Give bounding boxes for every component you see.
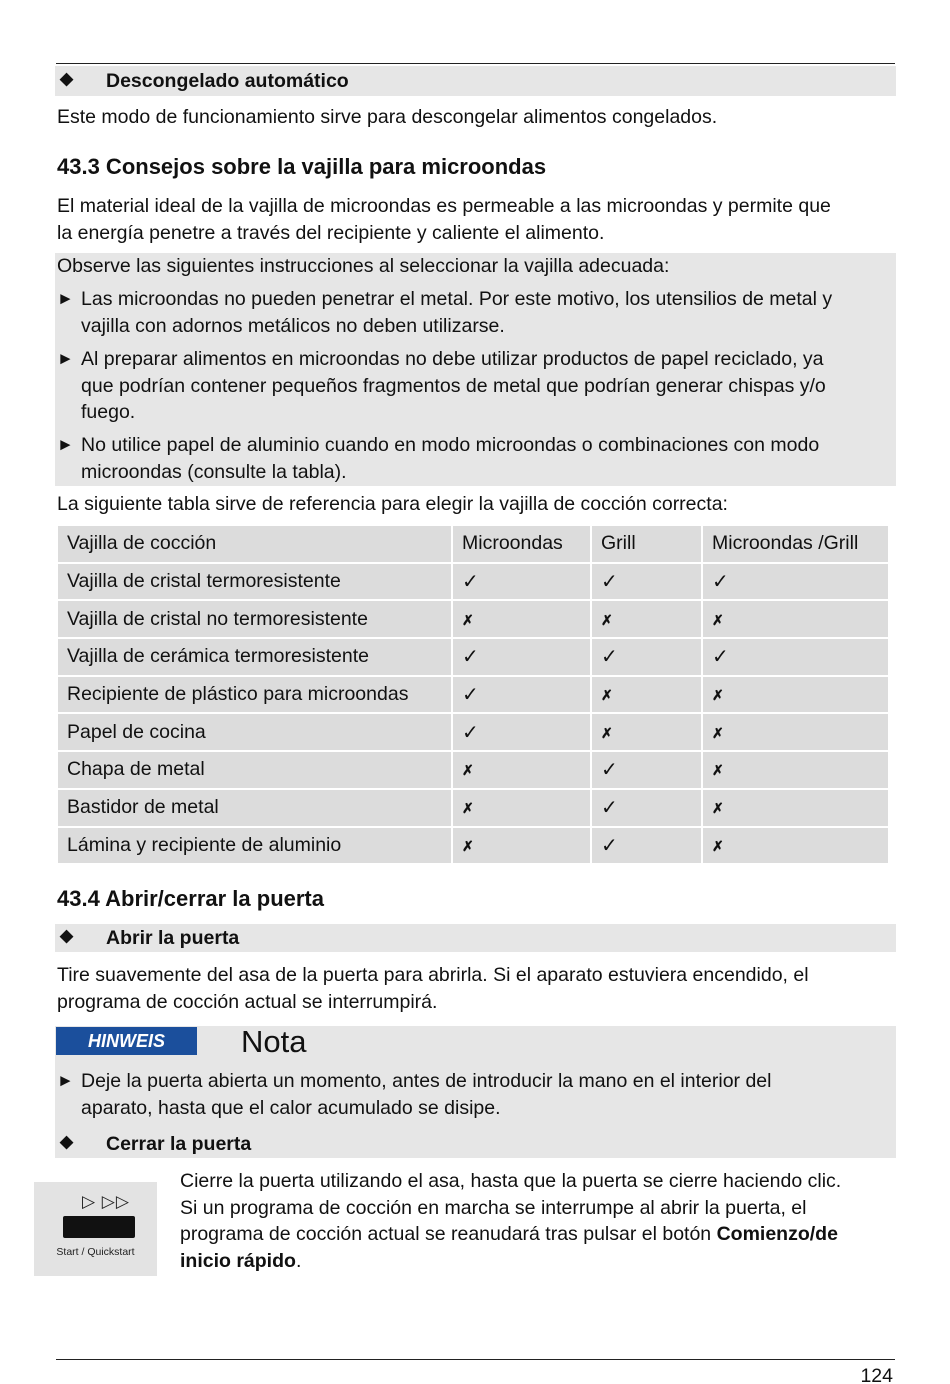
- diamond-bullet-icon: ◆: [60, 926, 74, 945]
- check-icon: [591, 789, 702, 827]
- check-icon: [452, 638, 591, 676]
- check-icon: [591, 751, 702, 789]
- panel-label: Start / Quickstart: [56, 1246, 135, 1258]
- check-mark: ✓: [601, 834, 618, 857]
- row-label: Papel de cocina: [57, 713, 452, 751]
- table-row: [57, 638, 889, 676]
- check-icon: [591, 827, 702, 865]
- cross-icon: [591, 600, 702, 638]
- check-icon: [591, 563, 702, 601]
- check-mark: ✓: [601, 797, 618, 820]
- intro-line-2: la energía penetre a través del recipiente y caliente el alimento.: [57, 221, 605, 244]
- table-row: [57, 789, 889, 827]
- cross-mark: ✗: [712, 837, 724, 854]
- check-mark: ✓: [601, 571, 618, 594]
- check-icon: [452, 713, 591, 751]
- nota-title: Nota: [241, 1024, 307, 1059]
- cross-mark: ✗: [462, 800, 474, 817]
- defrost-text: Este modo de funcionamiento sirve para descongelar alimentos congelados.: [57, 106, 718, 128]
- defrost-heading: Descongelado automático: [106, 70, 349, 92]
- check-icon: [702, 638, 889, 676]
- diamond-bullet-icon: ◆: [60, 1132, 74, 1151]
- header-microwave-grill: Microondas /Grill: [702, 525, 889, 563]
- triangle-right-icon: ►: [57, 349, 74, 368]
- check-icon: [452, 563, 591, 601]
- check-mark: ✓: [462, 721, 479, 744]
- check-mark: ✓: [462, 646, 479, 669]
- cross-icon: [702, 789, 889, 827]
- header-grill: Grill: [591, 525, 702, 563]
- cross-icon: [452, 600, 591, 638]
- table-row: [57, 827, 889, 865]
- cross-icon: [702, 713, 889, 751]
- cross-icon: [452, 751, 591, 789]
- cross-mark: ✗: [712, 611, 724, 628]
- cross-mark: ✗: [712, 762, 724, 779]
- row-label: Lámina y recipiente de aluminio: [57, 827, 452, 865]
- bullet-2-line-1: Al preparar alimentos en microondas no debe utilizar productos de papel reciclado, ya: [81, 348, 824, 370]
- check-mark: ✓: [712, 571, 729, 594]
- table-row: [57, 600, 889, 638]
- open-line-2: programa de cocción actual se interrumpirá.: [57, 990, 438, 1013]
- bullet-2-line-3: fuego.: [81, 401, 136, 423]
- intro-line-1: El material ideal de la vajilla de microondas es permeable a las microondas y permite que: [57, 195, 831, 217]
- page-number: 124: [860, 1365, 893, 1384]
- cross-mark: ✗: [462, 837, 474, 854]
- close-door-heading-bar: [55, 1130, 896, 1158]
- close-bold-1: Comienzo/de: [716, 1223, 838, 1245]
- cross-icon: [452, 789, 591, 827]
- close-line-3-text: programa de cocción actual se reanudará tras pulsar el botón: [180, 1223, 717, 1245]
- close-end: .: [295, 1249, 302, 1272]
- hinweis-badge: HINWEIS: [56, 1027, 197, 1055]
- check-icon: [452, 676, 591, 714]
- table-header-row: [57, 525, 889, 563]
- cross-mark: ✗: [712, 800, 724, 817]
- check-mark: ✓: [462, 571, 479, 594]
- triangle-right-icon: ►: [57, 1071, 74, 1090]
- check-icon: [702, 563, 889, 601]
- table-row: [57, 751, 889, 789]
- cross-mark: ✗: [601, 611, 613, 628]
- bullet-3-line-1: No utilice papel de aluminio cuando en modo microondas o combinaciones con modo: [81, 434, 820, 456]
- close-line-4: [180, 1248, 841, 1275]
- row-label: Vajilla de cerámica termoresistente: [57, 638, 452, 676]
- check-mark: ✓: [601, 646, 618, 669]
- section-434-title: 43.4 Abrir/cerrar la puerta: [57, 886, 324, 911]
- check-icon: [591, 638, 702, 676]
- note-bullet-line-2: aparato, hasta que el calor acumulado se disipe.: [81, 1096, 501, 1119]
- cross-mark: ✗: [462, 762, 474, 779]
- top-rule: [56, 63, 895, 64]
- open-line-1: Tire suavemente del asa de la puerta para abrirla. Si el aparato estuviera encendido, el: [57, 964, 809, 986]
- play-fastforward-icon: ▷ ▷▷: [82, 1192, 130, 1211]
- bullet-1-line-1: Las microondas no pueden penetrar el metal. Por este motivo, los utensilios de metal y: [81, 288, 833, 310]
- cross-mark: ✗: [601, 687, 613, 704]
- cookware-table: [56, 524, 890, 865]
- header-cookware: Vajilla de cocción: [57, 525, 452, 563]
- cross-mark: ✗: [601, 724, 613, 741]
- bullet-3-line-2: microondas (consulte la tabla).: [81, 460, 347, 483]
- cross-icon: [591, 676, 702, 714]
- bullet-2-line-2: que podrían contener pequeños fragmentos de metal que podrían generar chispas y/o: [81, 374, 826, 397]
- close-line-1: Cierre la puerta utilizando el asa, hasta que la puerta se cierre haciendo clic.: [180, 1170, 842, 1192]
- bottom-rule: [56, 1359, 895, 1360]
- row-label: Vajilla de cristal termoresistente: [57, 563, 452, 601]
- table-row: [57, 676, 889, 714]
- start-quickstart-panel: [34, 1182, 157, 1276]
- cross-mark: ✗: [462, 611, 474, 628]
- check-mark: ✓: [601, 759, 618, 782]
- start-button-illustration: [63, 1216, 135, 1238]
- cross-icon: [591, 713, 702, 751]
- observe-text: Observe las siguientes instrucciones al seleccionar la vajilla adecuada:: [57, 255, 670, 277]
- table-row: [57, 713, 889, 751]
- cross-icon: [702, 676, 889, 714]
- cross-icon: [452, 827, 591, 865]
- open-door-heading: Abrir la puerta: [106, 927, 240, 949]
- triangle-right-icon: ►: [57, 289, 74, 308]
- cross-mark: ✗: [712, 687, 724, 704]
- cross-icon: [702, 827, 889, 865]
- section-433-title: 43.3 Consejos sobre la vajilla para microondas: [57, 154, 547, 179]
- cross-icon: [702, 751, 889, 789]
- close-door-heading: Cerrar la puerta: [106, 1133, 252, 1155]
- diamond-bullet-icon: ◆: [60, 69, 74, 88]
- check-mark: ✓: [462, 684, 479, 707]
- triangle-right-icon: ►: [57, 435, 74, 454]
- row-label: Bastidor de metal: [57, 789, 452, 827]
- check-mark: ✓: [712, 646, 729, 669]
- cross-mark: ✗: [712, 724, 724, 741]
- bullet-1-line-2: vajilla con adornos metálicos no deben utilizarse.: [81, 314, 505, 337]
- table-intro: La siguiente tabla sirve de referencia para elegir la vajilla de cocción correcta:: [57, 493, 728, 515]
- close-door-text: [180, 1168, 841, 1274]
- cross-icon: [702, 600, 889, 638]
- header-microwave: Microondas: [452, 525, 591, 563]
- close-bold-2: inicio rápido: [180, 1249, 296, 1272]
- row-label: Chapa de metal: [57, 751, 452, 789]
- close-line-2: Si un programa de cocción en marcha se interrumpe al abrir la puerta, el: [180, 1196, 807, 1219]
- note-bullet-line-1: Deje la puerta abierta un momento, antes de introducir la mano en el interior del: [81, 1070, 772, 1092]
- close-line-3: [180, 1221, 841, 1248]
- table-row: [57, 563, 889, 601]
- row-label: Vajilla de cristal no termoresistente: [57, 600, 452, 638]
- defrost-heading-bar: [55, 66, 896, 96]
- open-door-heading-bar: [55, 924, 896, 952]
- row-label: Recipiente de plástico para microondas: [57, 676, 452, 714]
